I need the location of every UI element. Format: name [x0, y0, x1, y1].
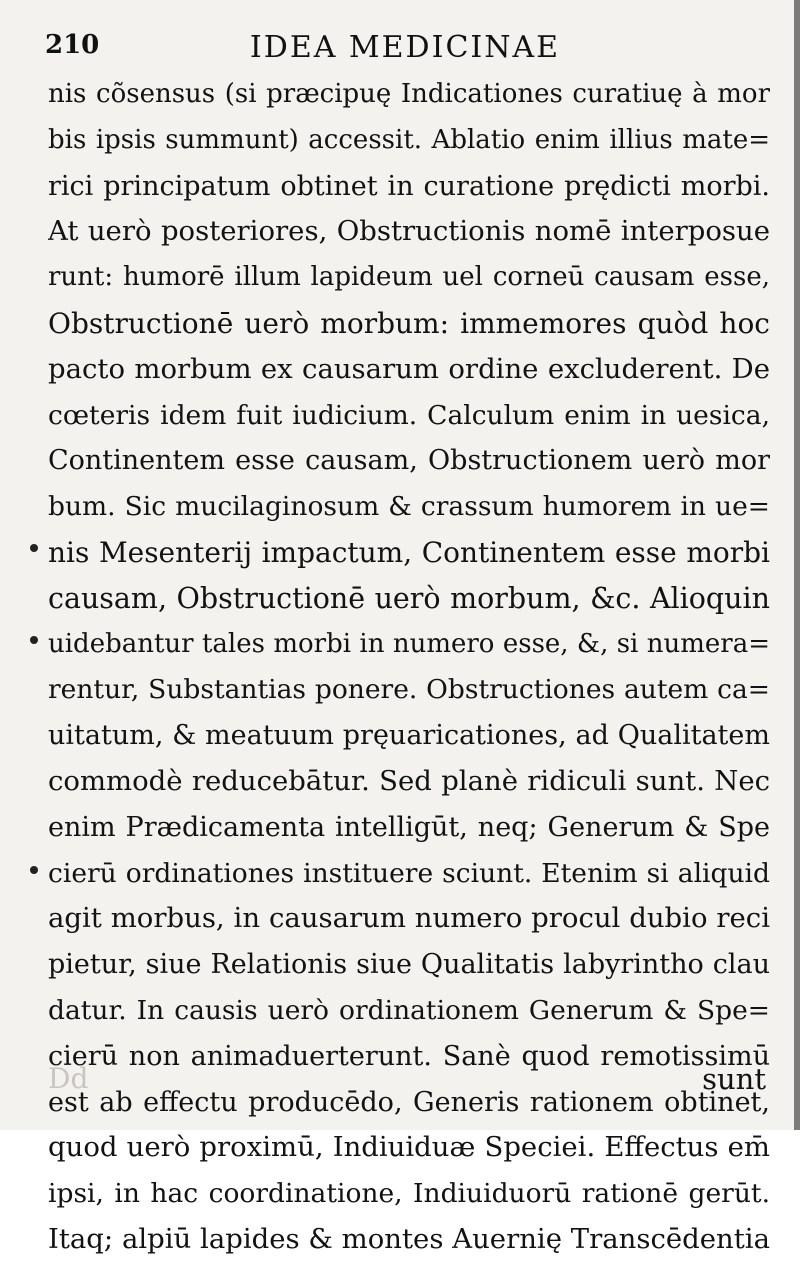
- text-line: nis cõsensus (si præcipuę Indicationes curatiuę à mor: [48, 79, 770, 109]
- text-line: uitatum, & meatuum pręuaricationes, ad Qualitatem: [48, 720, 770, 752]
- margin-dot-mark: [30, 866, 38, 874]
- running-title: IDEA MEDICINAE: [249, 30, 561, 65]
- text-line: Itaq; alpiū lapides & montes Auernię Transcēdentia: [48, 1222, 770, 1255]
- text-line: At uerò posteriores, Obstructionis nomē interposue: [48, 215, 770, 248]
- text-line: est ab effectu producēdo, Generis rationem obtinet,: [48, 1086, 770, 1118]
- margin-dot-mark: [30, 636, 38, 644]
- text-line: agit morbus, in causarum numero procul dubio reci: [48, 902, 770, 935]
- text-line: datur. In causis uerò ordinationem Generum & Spe=: [48, 994, 770, 1026]
- text-line: commodè reducebātur. Sed planè ridiculi sunt. Nec: [48, 764, 770, 797]
- text-line: causam, Obstructionē uerò morbum, &c. Alioquin: [48, 581, 770, 615]
- text-line: bis ipsis summunt) accessit. Ablatio enim illius mate=: [48, 124, 770, 155]
- text-line: uidebantur tales morbi in numero esse, &, si numera=: [48, 628, 770, 659]
- text-line: cœteris idem fuit iudicium. Calculum enim in uesica,: [48, 399, 770, 431]
- text-line: pacto morbum ex causarum ordine excluderent. De: [48, 352, 770, 385]
- text-line: rentur, Substantias ponere. Obstructiones autem ca=: [48, 674, 770, 706]
- text-line: Obstructionē uerò morbum: immemores quòd hoc: [48, 306, 770, 340]
- catchword: sunt: [702, 1062, 766, 1096]
- page-footer: [48, 1062, 770, 1108]
- text-line: nis Mesenterij impactum, Continentem esse morbi: [48, 535, 770, 569]
- text-line: Continentem esse causam, Obstructionem uerò mor: [48, 445, 770, 477]
- signature-mark: Dd: [48, 1062, 89, 1095]
- text-line: pietur, siue Relationis siue Qualitatis labyrintho clau: [48, 949, 770, 981]
- page-number: 210: [45, 30, 100, 60]
- text-line: cierū non animaduerterunt. Sanè quod remotissimū: [48, 1040, 770, 1072]
- page-edge-shadow: [794, 0, 800, 1130]
- text-line: ipsi, in hac coordinatione, Indiuiduorū rationē gerūt.: [48, 1178, 770, 1210]
- text-line: enim Prædicamenta intelligūt, neq; Generum & Spe: [48, 811, 770, 843]
- text-line: cierū ordinationes instituere sciunt. Etenim si aliquid: [48, 857, 770, 889]
- text-line: bum. Sic mucilaginosum & crassum humorem in ue=: [48, 491, 770, 523]
- margin-dot-mark: [30, 544, 38, 552]
- text-line: rici principatum obtinet in curatione prędicti morbi.: [48, 170, 770, 202]
- page-header: [45, 30, 765, 70]
- text-line: runt: humorē illum lapideum uel corneū causam esse,: [48, 262, 770, 293]
- text-line: quod uerò proximū, Indiuiduæ Speciei. Effectus em̄: [48, 1131, 770, 1164]
